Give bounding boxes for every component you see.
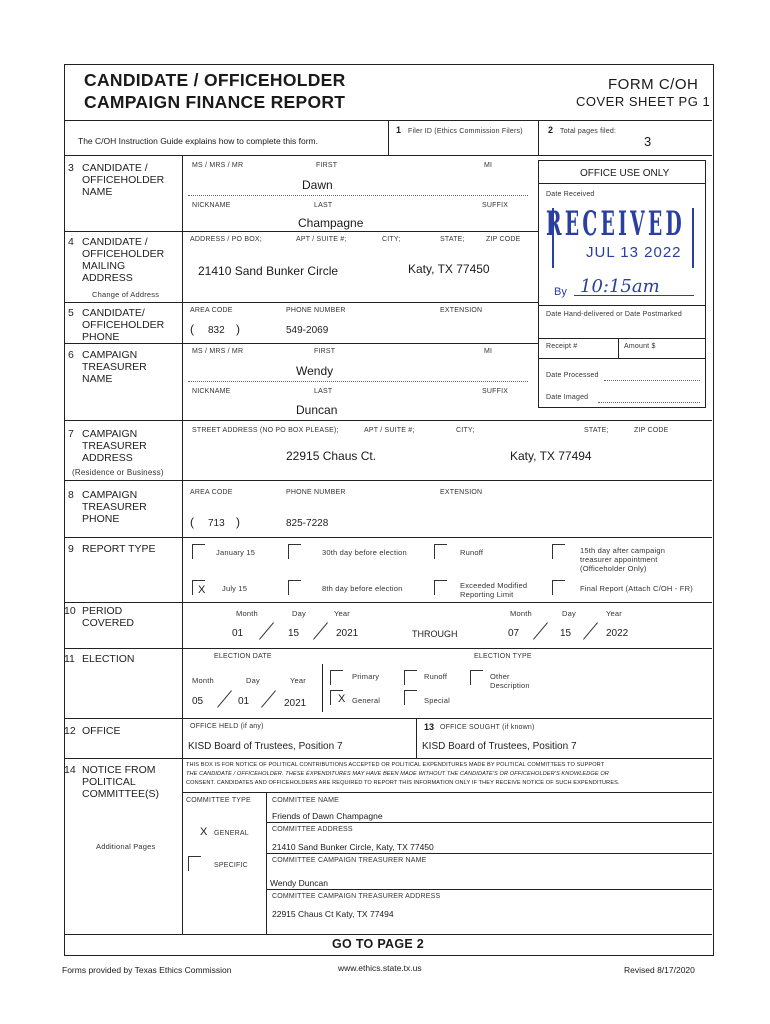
section-3-label-2: OFFICEHOLDER <box>82 174 165 186</box>
section-11-number: 11 <box>64 653 75 665</box>
amount-label: Amount $ <box>624 343 656 350</box>
checkbox-election-runoff[interactable] <box>404 670 417 685</box>
checkbox-8th-day[interactable] <box>288 580 301 595</box>
treasurer-last-label: LAST <box>314 388 333 395</box>
checkbox-primary[interactable] <box>330 670 343 685</box>
stamp-by-label: By <box>554 286 567 298</box>
period-from-year[interactable]: 2021 <box>336 628 359 639</box>
candidate-zip-label: ZIP CODE <box>486 236 521 243</box>
candidate-phone-label: PHONE NUMBER <box>286 307 346 314</box>
candidate-first-label: FIRST <box>316 162 338 169</box>
received-stamp-word: RECEIVED <box>546 204 686 244</box>
report-july15-mark: X <box>198 584 206 596</box>
t-area-open-paren: ( <box>190 515 194 529</box>
section-4-label-3: MAILING <box>82 260 126 272</box>
treasurer-zip-label: ZIP CODE <box>634 427 669 434</box>
residence-business-label: (Residence or Business) <box>72 468 164 477</box>
section-9-label: REPORT TYPE <box>82 543 156 555</box>
section-10-label-1: PERIOD <box>82 605 123 617</box>
candidate-mi-label: MI <box>484 162 493 169</box>
treasurer-street-label: STREET ADDRESS (NO PO BOX PLEASE); <box>192 427 339 434</box>
election-general-mark: X <box>338 693 346 705</box>
go-to-page-2: GO TO PAGE 2 <box>332 937 425 951</box>
treasurer-suffix-label: SUFFIX <box>482 388 509 395</box>
stamp-time: 10:15am <box>580 276 660 297</box>
treasurer-area-label: AREA CODE <box>190 489 233 496</box>
candidate-phone-number[interactable]: 549-2069 <box>286 325 329 336</box>
treasurer-area-code[interactable]: 713 <box>208 518 225 529</box>
office-sought-label: OFFICE SOUGHT (if known) <box>440 724 535 731</box>
period-from-month[interactable]: 01 <box>232 628 244 639</box>
footer-revised: Revised 8/17/2020 <box>624 965 695 975</box>
checkbox-final-report[interactable] <box>552 580 565 595</box>
treasurer-ext-label: EXTENSION <box>440 489 483 496</box>
period-from-day-label: Day <box>292 609 306 618</box>
committee-treasurer-address-value[interactable]: 22915 Chaus Ct Katy, TX 77494 <box>272 909 394 919</box>
report-15day-label-1: 15th day after campaign <box>580 546 666 555</box>
checkbox-exceeded[interactable] <box>434 580 447 595</box>
form-title-line1: CANDIDATE / OFFICEHOLDER <box>84 70 346 90</box>
treasurer-last-name[interactable]: Duncan <box>296 403 338 417</box>
t-area-close-paren: ) <box>236 515 240 529</box>
received-stamp-date: JUL 13 2022 <box>586 244 682 261</box>
receipt-label: Receipt # <box>546 343 578 350</box>
checkbox-other[interactable] <box>470 670 483 685</box>
section-5-label-2: OFFICEHOLDER <box>82 319 165 331</box>
section-5-label-3: PHONE <box>82 331 120 343</box>
period-to-month[interactable]: 07 <box>508 628 520 639</box>
section-4-number: 4 <box>68 236 74 248</box>
area-open-paren: ( <box>190 322 194 336</box>
election-type-label: ELECTION TYPE <box>474 653 532 660</box>
treasurer-first-name[interactable]: Wendy <box>296 364 334 378</box>
checkbox-special[interactable] <box>404 690 417 705</box>
section-3-label-3: NAME <box>82 186 113 198</box>
section-6-label-2: TREASURER <box>82 361 147 373</box>
instruction-text: The C/OH Instruction Guide explains how to complete this form. <box>78 136 318 146</box>
committee-general-mark: X <box>200 826 208 838</box>
notice-text-line1: THIS BOX IS FOR NOTICE OF POLITICAL CONTRIBUTIONS ACCEPTED OR POLITICAL EXPENDITURES MADE BY POLITICAL COMMITTEES TO SUPPORT <box>186 762 605 768</box>
report-runoff-label: Runoff <box>460 548 484 557</box>
report-30day-label: 30th day before election <box>322 548 407 557</box>
total-pages-number: 2 <box>548 125 554 135</box>
section-8-number: 8 <box>68 489 74 501</box>
report-exceeded-label-2: Reporting Limit <box>460 590 514 599</box>
office-use-title: OFFICE USE ONLY <box>580 168 670 179</box>
checkbox-committee-specific[interactable] <box>188 856 201 871</box>
candidate-area-code[interactable]: 832 <box>208 325 225 336</box>
committee-address-value[interactable]: 21410 Sand Bunker Circle, Katy, TX 77450 <box>272 842 434 852</box>
footer-url[interactable]: www.ethics.state.tx.us <box>338 963 422 973</box>
section-9-number: 9 <box>68 543 74 555</box>
checkbox-january-15[interactable] <box>192 544 205 559</box>
section-14-label-3: COMMITTEE(S) <box>82 788 159 800</box>
report-final-label: Final Report (Attach C/OH - FR) <box>580 584 693 593</box>
section-3-number: 3 <box>68 162 74 174</box>
section-8-label-2: TREASURER <box>82 501 147 513</box>
committee-treasurer-address-label: COMMITTEE CAMPAIGN TREASURER ADDRESS <box>272 893 441 900</box>
section-6-number: 6 <box>68 349 74 361</box>
candidate-suffix-label: SUFFIX <box>482 202 509 209</box>
period-to-year-label: Year <box>606 609 622 618</box>
period-from-month-label: Month <box>236 609 258 618</box>
period-to-day[interactable]: 15 <box>560 628 572 639</box>
candidate-address-label: ADDRESS / PO BOX; <box>190 236 262 243</box>
report-jan15-label: January 15 <box>216 548 256 557</box>
candidate-msmrs-label: MS / MRS / MR <box>192 162 244 169</box>
section-4-label-2: OFFICEHOLDER <box>82 248 165 260</box>
report-15day-label-2: treasurer appointment <box>580 555 658 564</box>
candidate-last-label: LAST <box>314 202 333 209</box>
period-to-day-label: Day <box>562 609 576 618</box>
election-special-label: Special <box>424 696 450 705</box>
period-to-month-label: Month <box>510 609 532 618</box>
committee-type-label: COMMITTEE TYPE <box>186 797 251 804</box>
section-6-label-1: CAMPAIGN <box>82 349 138 361</box>
total-pages-value[interactable]: 3 <box>644 134 652 149</box>
election-primary-label: Primary <box>352 672 380 681</box>
election-runoff-label: Runoff <box>424 672 448 681</box>
form-title-line2: CAMPAIGN FINANCE REPORT <box>84 92 346 112</box>
footer-provided-by: Forms provided by Texas Ethics Commission <box>62 965 232 975</box>
hand-delivered-label: Date Hand-delivered or Date Postmarked <box>546 311 682 318</box>
section-4-label-1: CANDIDATE / <box>82 236 148 248</box>
candidate-ext-label: EXTENSION <box>440 307 483 314</box>
section-12-label: OFFICE <box>82 725 121 737</box>
candidate-first-name[interactable]: Dawn <box>302 178 333 192</box>
section-10-number: 10 <box>64 605 76 617</box>
section-5-number: 5 <box>68 307 74 319</box>
committee-specific-label: SPECIFIC <box>214 862 248 869</box>
committee-name-value[interactable]: Friends of Dawn Champagne <box>272 811 383 821</box>
committee-treasurer-name-label: COMMITTEE CAMPAIGN TREASURER NAME <box>272 857 427 864</box>
date-received-label: Date Received <box>546 191 595 198</box>
office-sought-value[interactable]: KISD Board of Trustees, Position 7 <box>422 741 577 752</box>
candidate-nickname-label: NICKNAME <box>192 202 231 209</box>
committee-treasurer-name-value[interactable]: Wendy Duncan <box>270 878 328 888</box>
report-jul15-label: July 15 <box>222 584 248 593</box>
checkbox-15th-day[interactable] <box>552 544 565 559</box>
section-6-label-3: NAME <box>82 373 113 385</box>
section-8-label-1: CAMPAIGN <box>82 489 138 501</box>
election-month-label: Month <box>192 676 214 685</box>
section-10-label-2: COVERED <box>82 617 134 629</box>
treasurer-city-state-zip[interactable]: Katy, TX 77494 <box>510 449 592 463</box>
received-stamp <box>544 198 700 298</box>
section-7-label-1: CAMPAIGN <box>82 428 138 440</box>
section-14-number: 14 <box>64 764 76 776</box>
treasurer-phone-number[interactable]: 825-7228 <box>286 518 329 529</box>
candidate-street[interactable]: 21410 Sand Bunker Circle <box>198 264 339 278</box>
section-13-number: 13 <box>424 722 435 732</box>
period-from-year-label: Year <box>334 609 350 618</box>
area-close-paren: ) <box>236 322 240 336</box>
section-8-label-3: PHONE <box>82 513 120 525</box>
treasurer-first-label: FIRST <box>314 348 336 355</box>
notice-text-line3: CONSENT. CANDIDATES AND OFFICEHOLDERS ARE REQUIRED TO REPORT THIS INFORMATION ONLY IF THEY RECEIVE NOTICE OF SUCH EXPENDITURES. <box>186 780 620 786</box>
section-14-label-2: POLITICAL <box>82 776 136 788</box>
treasurer-msmrs-label: MS / MRS / MR <box>192 348 244 355</box>
election-general-label: General <box>352 696 381 705</box>
section-7-label-3: ADDRESS <box>82 452 133 464</box>
election-day-label: Day <box>246 676 260 685</box>
treasurer-apt-label: APT / SUITE #; <box>364 427 415 434</box>
section-7-label-2: TREASURER <box>82 440 147 452</box>
office-held-value[interactable]: KISD Board of Trustees, Position 7 <box>188 741 343 752</box>
candidate-last-name[interactable]: Champagne <box>298 216 364 230</box>
report-8day-label: 8th day before election <box>322 584 403 593</box>
cover-sheet-label: COVER SHEET PG 1 <box>576 94 711 109</box>
election-date-label: ELECTION DATE <box>214 653 272 660</box>
section-14-label-1: NOTICE FROM <box>82 764 156 776</box>
form-number: FORM C/OH <box>608 76 699 93</box>
period-from-day[interactable]: 15 <box>288 628 300 639</box>
treasurer-city-label: CITY; <box>456 427 475 434</box>
checkbox-30th-day[interactable] <box>288 544 301 559</box>
candidate-state-label: STATE; <box>440 236 465 243</box>
candidate-city-state-zip[interactable]: Katy, TX 77450 <box>408 262 490 276</box>
treasurer-mi-label: MI <box>484 348 493 355</box>
section-4-label-4: ADDRESS <box>82 272 133 284</box>
election-other-label-2: Description <box>490 681 530 690</box>
candidate-apt-label: APT / SUITE #; <box>296 236 347 243</box>
committee-address-label: COMMITTEE ADDRESS <box>272 826 353 833</box>
treasurer-street[interactable]: 22915 Chaus Ct. <box>286 449 377 463</box>
treasurer-nickname-label: NICKNAME <box>192 388 231 395</box>
change-of-address-label: Change of Address <box>92 290 160 299</box>
section-12-number: 12 <box>64 725 76 737</box>
election-month[interactable]: 05 <box>192 696 204 707</box>
report-15day-label-3: (Officeholder Only) <box>580 564 647 573</box>
election-day[interactable]: 01 <box>238 696 250 707</box>
election-other-label-1: Other <box>490 672 510 681</box>
candidate-area-label: AREA CODE <box>190 307 233 314</box>
section-11-label: ELECTION <box>82 653 135 665</box>
period-to-year[interactable]: 2022 <box>606 628 629 639</box>
date-imaged-label: Date Imaged <box>546 394 589 401</box>
election-year-label: Year <box>290 676 306 685</box>
committee-general-label: GENERAL <box>214 830 249 837</box>
report-exceeded-label-1: Exceeded Modified <box>460 581 528 590</box>
election-year[interactable]: 2021 <box>284 698 307 709</box>
treasurer-state-label: STATE; <box>584 427 609 434</box>
period-through-label: THROUGH <box>412 629 458 639</box>
section-3-label-1: CANDIDATE / <box>82 162 148 174</box>
filer-id-number: 1 <box>396 125 402 135</box>
treasurer-phone-label: PHONE NUMBER <box>286 489 346 496</box>
section-5-label-1: CANDIDATE/ <box>82 307 145 319</box>
filer-id-label: Filer ID (Ethics Commission Filers) <box>408 128 523 135</box>
office-held-label: OFFICE HELD (if any) <box>190 723 264 730</box>
checkbox-runoff[interactable] <box>434 544 447 559</box>
candidate-city-label: CITY; <box>382 236 401 243</box>
date-processed-label: Date Processed <box>546 372 599 379</box>
section-7-number: 7 <box>68 428 74 440</box>
notice-text-line2: THE CANDIDATE / OFFICEHOLDER. THESE EXPENDITURES MAY HAVE BEEN MADE WITHOUT THE CANDIDATE'S OR OFFICEHOLDER'S KNOWLEDGE OR <box>186 771 609 777</box>
additional-pages-label: Additional Pages <box>96 842 156 851</box>
committee-name-label: COMMITTEE NAME <box>272 797 339 804</box>
total-pages-label: Total pages filed: <box>560 128 617 135</box>
